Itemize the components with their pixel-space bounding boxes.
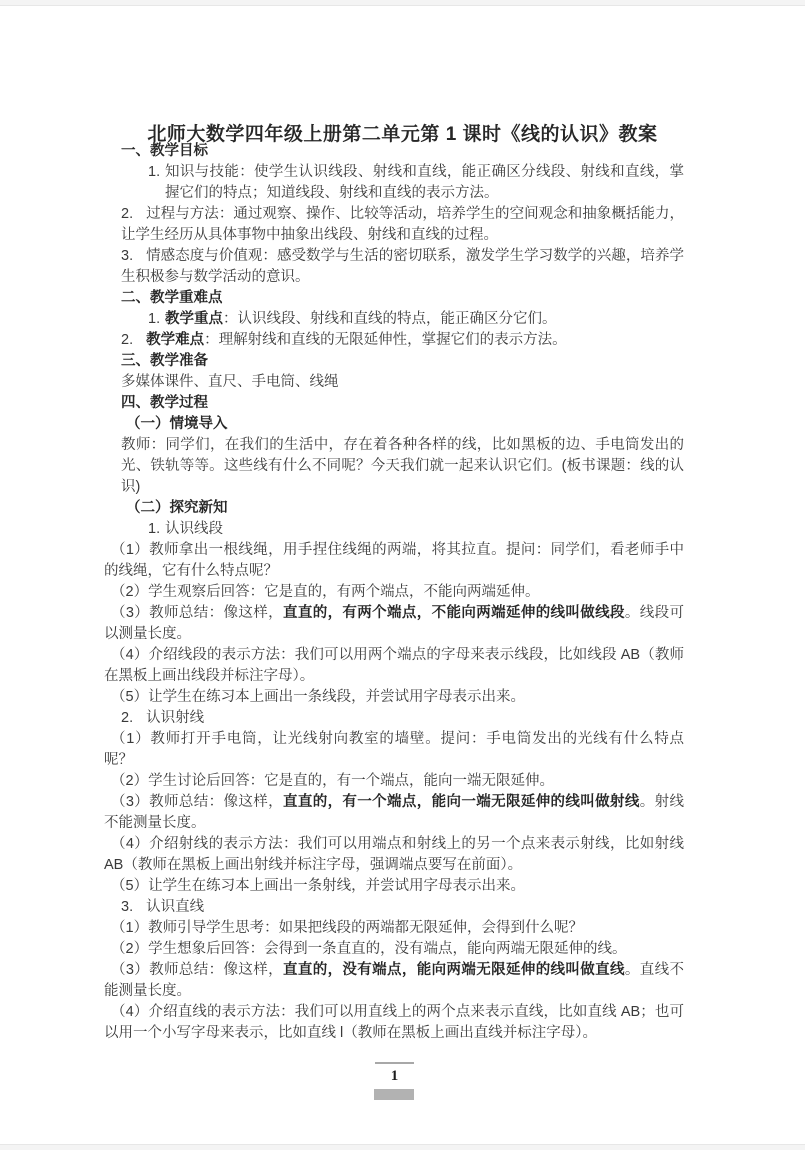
section-heading-4: 四、教学过程	[121, 395, 208, 411]
section-heading-1: 一、教学目标	[121, 143, 208, 159]
intro-paragraph: 教师：同学们，在我们的生活中，存在着各种各样的线，比如黑板的边、手电筒发出的光、铁轨等等。这些线有什么不同呢？今天我们就一起来认识它们。(板书课题：线的认识)	[121, 437, 684, 495]
item-text: 情感态度与价值观：感受数学与生活的密切联系，激发学生学习数学的兴趣，培养学生积极参与数学活动的意识。	[121, 248, 684, 285]
topic-line	[104, 897, 684, 918]
step-text: （3）教师总结：像这样，	[111, 794, 283, 810]
list-number: 1.	[148, 521, 161, 537]
difficult-point-item	[104, 330, 684, 351]
step-paragraph: （5）让学生在练习本上画出一条线段，并尝试用字母表示出来。	[111, 689, 526, 705]
step-paragraph: （4）介绍线段的表示方法：我们可以用两个端点的字母来表示线段，比如线段 AB（教师在黑板上画出线段并标注字母）。	[104, 647, 684, 684]
item-text: 知识与技能：使学生认识线段、射线和直线，能正确区分线段、射线和直线，掌握它们的特点；知道线段、射线和直线的表示方法。	[165, 164, 684, 201]
step-paragraph: （1）教师拿出一根线绳，用手捏住线绳的两端，将其拉直。提问：同学们，看老师手中的线绳，它有什么特点呢？	[104, 542, 684, 579]
footer-separator-line	[375, 1062, 414, 1064]
step-paragraph: （1）教师引导学生思考：如果把线段的两端都无限延伸，会得到什么呢？	[111, 920, 584, 936]
definition-segment: 直直的，有一个端点，能向一端无限延伸的线叫做射线	[282, 794, 640, 810]
list-number: 1.	[148, 164, 161, 180]
step-text: 。直线不能测量长度。	[104, 962, 685, 999]
topic-segment	[104, 519, 684, 540]
item-text: ：理解射线和直线的无限延伸性，掌握它们的表示方法。	[204, 332, 567, 348]
key-point-item	[104, 309, 684, 330]
step-paragraph: （1）教师打开手电筒，让光线射向教室的墙壁。提问：手电筒发出的光线有什么特点呢？	[104, 731, 684, 768]
item-label: 教学重点	[165, 311, 223, 327]
list-number: 2.	[121, 332, 134, 348]
step-text: 。射线不能测量长度。	[104, 794, 684, 831]
step-paragraph: （2）学生讨论后回答：它是直的，有一个端点，能向一端无限延伸。	[111, 773, 555, 789]
step-paragraph: （4）介绍射线的表示方法：我们可以用端点和射线上的另一个点来表示射线，比如射线 AB（教师在黑板上画出射线并标注字母，强调端点要写在前面）。	[104, 836, 684, 873]
step-text: （3）教师总结：像这样，	[111, 962, 283, 978]
document-body	[104, 141, 684, 1044]
objective-item-2	[104, 204, 684, 246]
section-heading-3: 三、教学准备	[121, 353, 208, 369]
footer-bar	[374, 1089, 414, 1100]
objective-item-1	[104, 162, 684, 204]
step-text: （3）教师总结：像这样，	[111, 605, 283, 621]
section-heading-2: 二、教学重难点	[121, 290, 223, 306]
document-title: 北师大数学四年级上册第二单元第 1 课时《线的认识》教案	[147, 123, 658, 145]
definition-segment: 直直的，有两个端点，不能向两端延伸的线叫做线段	[282, 605, 625, 621]
subsection-heading-intro: （一）情境导入	[126, 416, 228, 432]
step-paragraph	[104, 792, 684, 834]
topic-ray	[104, 708, 684, 729]
list-number: 2.	[121, 206, 134, 222]
list-number: 2.	[121, 710, 134, 726]
preparation-text: 多媒体课件、直尺、手电筒、线绳	[121, 374, 339, 390]
item-text: 认识线段	[165, 521, 223, 537]
list-number: 1.	[148, 311, 161, 327]
step-text: 。线段可以测量长度。	[104, 605, 685, 642]
item-label: 教学难点	[146, 332, 205, 348]
item-text: 认识射线	[146, 710, 205, 726]
step-paragraph	[104, 603, 684, 645]
objective-item-3	[104, 246, 684, 288]
page-gap-bottom	[0, 1144, 805, 1150]
item-text: 过程与方法：通过观察、操作、比较等活动，培养学生的空间观念和抽象概括能力，让学生经历从具体事物中抽象出线段、射线和直线的过程。	[121, 206, 684, 243]
list-number: 3.	[121, 899, 134, 915]
step-paragraph	[104, 960, 684, 1002]
step-paragraph: （2）学生观察后回答：它是直的，有两个端点，不能向两端延伸。	[111, 584, 540, 600]
step-paragraph: （2）学生想象后回答：会得到一条直直的，没有端点，能向两端无限延伸的线。	[111, 941, 627, 957]
item-text: 认识直线	[146, 899, 205, 915]
definition-segment: 直直的，没有端点，能向两端无限延伸的线叫做直线	[282, 962, 625, 978]
subsection-heading-explore: （二）探究新知	[126, 500, 228, 516]
page-gap-top	[0, 0, 805, 6]
step-paragraph: （4）介绍直线的表示方法：我们可以用直线上的两个点来表示直线，比如直线 AB；也可以用一个小写字母来表示，比如直线 l（教师在黑板上画出直线并标注字母）。	[104, 1004, 684, 1041]
list-number: 3.	[121, 248, 134, 264]
page-number: 1	[390, 1068, 399, 1084]
item-text: ：认识线段、射线和直线的特点，能正确区分它们。	[223, 311, 557, 327]
step-paragraph: （5）让学生在练习本上画出一条射线，并尝试用字母表示出来。	[111, 878, 526, 894]
